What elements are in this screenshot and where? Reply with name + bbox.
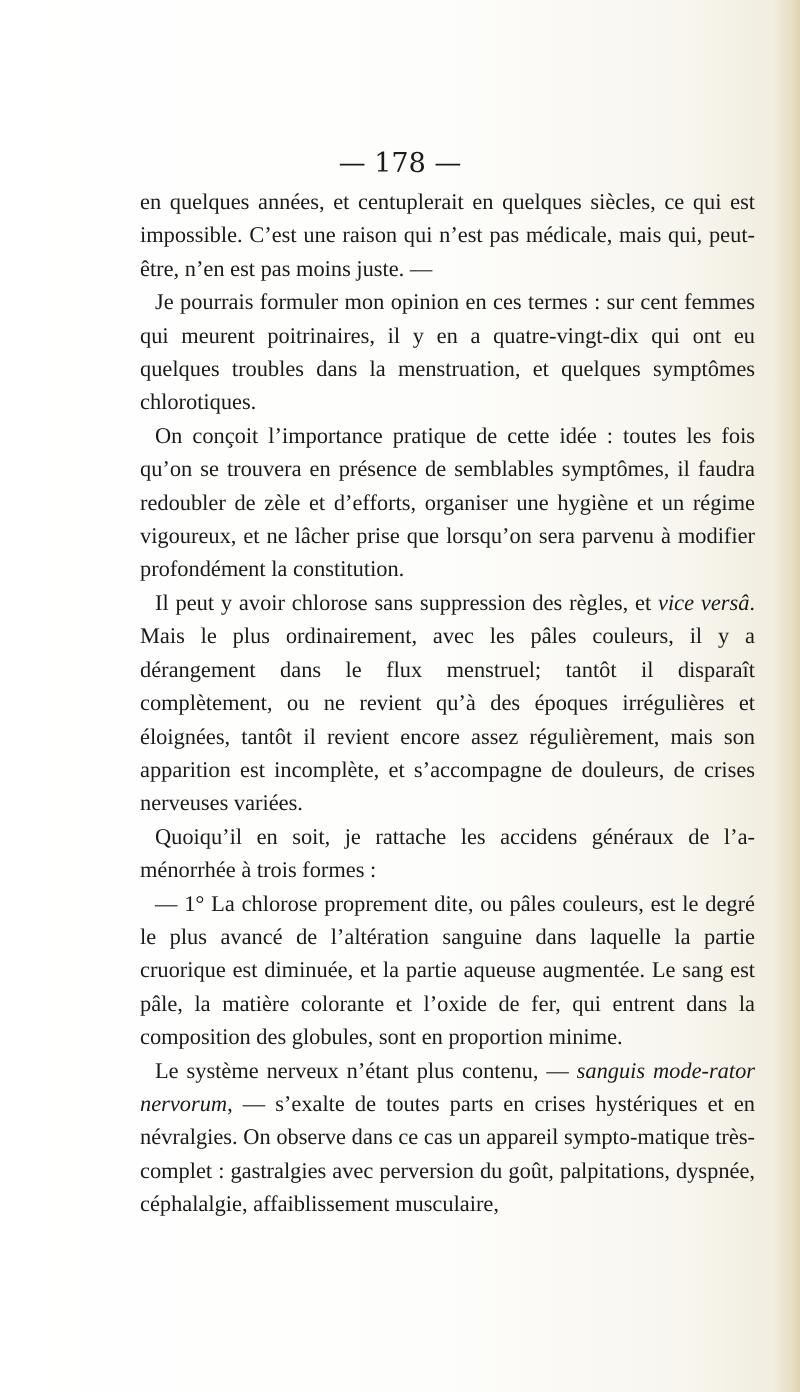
text-run: . Mais le plus ordinairement, avec les pâles couleurs, il y a dérangement dans le flux menstruel; tantôt il disparaît complètement, ou ne revient qu’à des époques irrégulières et éloignées, tantôt il revient encore assez régulièrement, mais son apparition est incomplète, et s’accompagne de douleurs, de crises nerveuses variées. — [140, 589, 755, 816]
latin-term: sanguis mode-rator nervorum — [140, 1057, 755, 1116]
text-run: Il peut y avoir chlorose sans suppression des règles, et — [155, 589, 659, 615]
text-run: On conçoit l’importance pratique de cette idée : toutes les fois qu’on se trouvera en présence de semblables symptômes, il faudra redoubler de zèle et d’efforts, organiser une hygiène et un régime vigoureux, et ne lâcher prise que lorsqu’on sera parvenu à modifier profondément la constitution. — [140, 422, 755, 582]
latin-term: vice versâ — [658, 589, 750, 615]
text-run: en quelques années, et centuplerait en quelques siècles, ce qui est impossible. C’est une raison qui n’est pas médicale, mais qui, peut-être, n’en est pas moins juste. — — [140, 189, 755, 281]
paragraph — [140, 586, 755, 820]
page-text — [140, 185, 755, 1221]
text-run: Le système nerveux n’étant plus contenu, — — [155, 1057, 577, 1083]
paragraph — [140, 1054, 755, 1221]
paragraph — [140, 887, 755, 1054]
page-number: — 178 — — [338, 148, 462, 179]
paragraph — [140, 419, 755, 586]
paragraph — [140, 820, 755, 887]
text-run: , — s’exalte de toutes parts en crises hystériques et en névralgies. On observe dans ce cas un appareil sympto-matique très-complet : gastralgies avec perversion du goût, palpitations, dyspnée, céphalalgie, affaiblissement musculaire, — [140, 1090, 755, 1217]
text-run: Je pourrais formuler mon opinion en ces termes : sur cent femmes qui meurent poitrinaires, il y en a quatre-vingt-dix qui ont eu quelques troubles dans la menstruation, et quelques symptômes chlorotiques. — [140, 289, 755, 415]
text-run: — 1° La chlorose proprement dite, ou pâles couleurs, est le degré le plus avancé de l’altération sanguine dans laquelle la partie cruorique est diminuée, et la partie aqueuse augmentée. Le sang est pâle, la matière colorante et l’oxide de fer, qui entrent dans la composition des globules, sont en proportion minime. — [140, 890, 755, 1050]
text-run: Quoiqu’il en soit, je rattache les accidens généraux de l’a-ménorrhée à trois formes : — [140, 823, 755, 883]
paragraph — [140, 285, 755, 419]
paragraph — [140, 185, 755, 285]
page-edge-shading — [774, 0, 800, 1392]
